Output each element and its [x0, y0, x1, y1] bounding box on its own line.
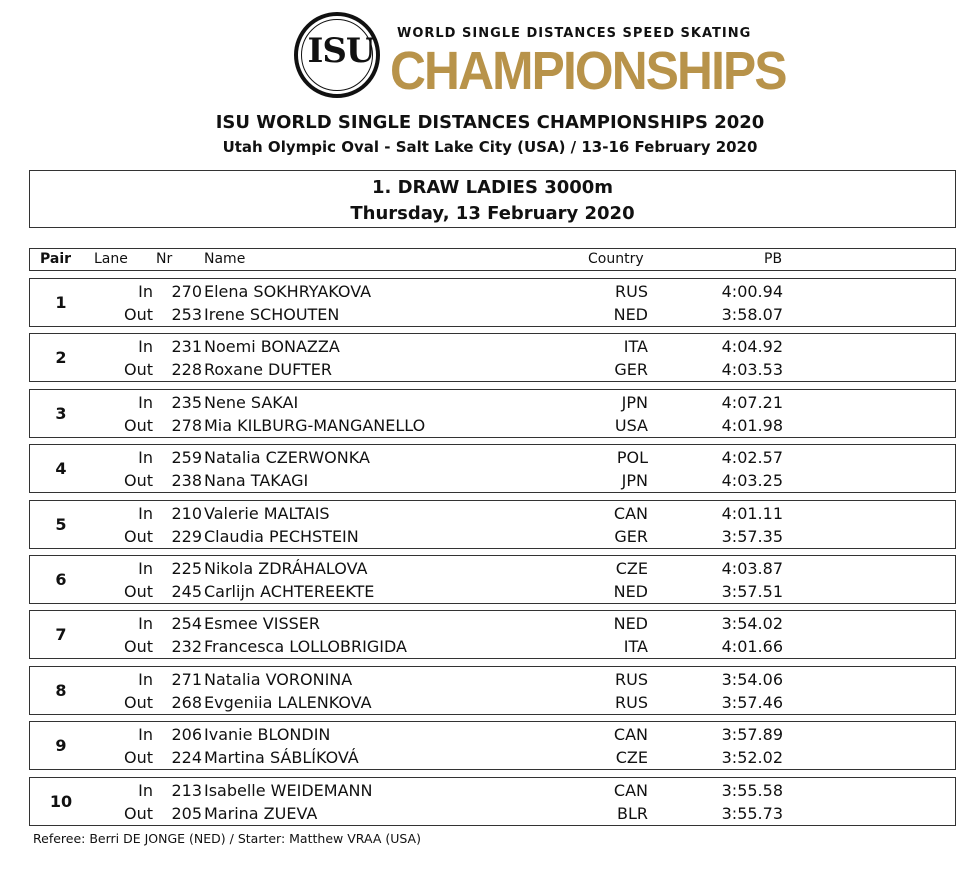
- pair-box: [29, 278, 956, 327]
- number-cell: 235: [171, 393, 202, 412]
- number-cell: 268: [171, 693, 202, 712]
- number-cell: 210: [171, 504, 202, 523]
- col-nr: Nr: [156, 251, 173, 267]
- pair-box: [29, 333, 956, 382]
- number-cell: 270: [171, 282, 202, 301]
- country-cell: RUS: [615, 282, 648, 301]
- number-cell: 271: [171, 670, 202, 689]
- table-row: [30, 636, 955, 658]
- country-cell: JPN: [621, 471, 648, 490]
- table-row: [30, 415, 955, 437]
- country-cell: CZE: [615, 748, 648, 767]
- personal-best: 4:07.21: [721, 393, 783, 412]
- skater-name: Carlijn ACHTEREEKTE: [204, 582, 375, 601]
- lane-cell: In: [138, 282, 153, 301]
- table-row: [30, 724, 955, 746]
- table-row: [30, 803, 955, 825]
- personal-best: 4:01.98: [721, 416, 783, 435]
- country-cell: CAN: [613, 725, 648, 744]
- country-cell: NED: [613, 305, 648, 324]
- lane-cell: Out: [123, 582, 153, 601]
- lane-cell: Out: [123, 471, 153, 490]
- col-country: Country: [588, 251, 644, 267]
- country-cell: CZE: [615, 559, 648, 578]
- pair-box: [29, 389, 956, 438]
- skater-name: Francesca LOLLOBRIGIDA: [204, 637, 407, 656]
- personal-best: 3:57.35: [721, 527, 783, 546]
- table-row: [30, 503, 955, 525]
- personal-best: 4:02.57: [721, 448, 783, 467]
- lane-cell: In: [138, 393, 153, 412]
- table-row: [30, 747, 955, 769]
- logo-subtitle: WORLD SINGLE DISTANCES SPEED SKATING: [397, 26, 752, 41]
- number-cell: 231: [171, 337, 202, 356]
- table-row: [30, 581, 955, 603]
- pair-box: [29, 610, 956, 659]
- skater-name: Evgeniia LALENKOVA: [204, 693, 372, 712]
- skater-name: Isabelle WEIDEMANN: [204, 781, 373, 800]
- lane-cell: Out: [123, 527, 153, 546]
- country-cell: CAN: [613, 504, 648, 523]
- pair-number: 5: [55, 515, 67, 534]
- isu-emblem-text: ISU: [307, 31, 375, 71]
- skater-name: Irene SCHOUTEN: [204, 305, 340, 324]
- skater-name: Nene SAKAI: [204, 393, 299, 412]
- number-cell: 206: [171, 725, 202, 744]
- lane-cell: In: [138, 725, 153, 744]
- pair-box: [29, 500, 956, 549]
- personal-best: 4:03.53: [721, 360, 783, 379]
- lane-cell: In: [138, 614, 153, 633]
- pair-number: 1: [55, 293, 67, 312]
- skater-name: Elena SOKHRYAKOVA: [204, 282, 372, 301]
- country-cell: ITA: [623, 637, 648, 656]
- number-cell: 245: [171, 582, 202, 601]
- number-cell: 224: [171, 748, 202, 767]
- table-row: [30, 336, 955, 358]
- number-cell: 278: [171, 416, 202, 435]
- personal-best: 4:01.66: [721, 637, 783, 656]
- venue-subtitle: Utah Olympic Oval - Salt Lake City (USA) / 13-16 February 2020: [222, 138, 758, 156]
- skater-name: Esmee VISSER: [204, 614, 321, 633]
- pair-box: [29, 777, 956, 826]
- col-pb: PB: [764, 251, 783, 267]
- pair-number: 3: [55, 404, 67, 423]
- personal-best: 3:54.02: [721, 614, 783, 633]
- skater-name: Marina ZUEVA: [204, 804, 318, 823]
- table-row: [30, 669, 955, 691]
- lane-cell: Out: [123, 305, 153, 324]
- country-cell: BLR: [616, 804, 648, 823]
- skater-name: Natalia CZERWONKA: [204, 448, 370, 467]
- lane-cell: Out: [123, 637, 153, 656]
- table-row: [30, 447, 955, 469]
- number-cell: 225: [171, 559, 202, 578]
- skater-name: Ivanie BLONDIN: [204, 725, 331, 744]
- personal-best: 3:55.73: [721, 804, 783, 823]
- number-cell: 228: [171, 360, 202, 379]
- personal-best: 3:54.06: [721, 670, 783, 689]
- table-row: [30, 281, 955, 303]
- skater-name: Martina SÁBLÍKOVÁ: [204, 748, 359, 767]
- personal-best: 4:01.11: [721, 504, 783, 523]
- skater-name: Roxane DUFTER: [204, 360, 332, 379]
- country-cell: CAN: [613, 781, 648, 800]
- col-lane: Lane: [94, 251, 128, 267]
- table-row: [30, 558, 955, 580]
- lane-cell: Out: [123, 748, 153, 767]
- table-row: [30, 392, 955, 414]
- table-header: [29, 248, 956, 271]
- number-cell: 205: [171, 804, 202, 823]
- pair-number: 8: [55, 681, 67, 700]
- logo-wordmark: CHAMPIONSHIPS: [390, 41, 786, 101]
- skater-name: Noemi BONAZZA: [204, 337, 340, 356]
- country-cell: JPN: [621, 393, 648, 412]
- table-row: [30, 780, 955, 802]
- draw-date: Thursday, 13 February 2020: [350, 203, 635, 224]
- lane-cell: In: [138, 781, 153, 800]
- lane-cell: In: [138, 559, 153, 578]
- draw-title: 1. DRAW LADIES 3000m: [371, 177, 614, 198]
- personal-best: 4:03.87: [721, 559, 783, 578]
- pair-box: [29, 666, 956, 715]
- table-row: [30, 304, 955, 326]
- lane-cell: Out: [123, 360, 153, 379]
- skater-name: Nikola ZDRÁHALOVA: [204, 559, 368, 578]
- lane-cell: Out: [123, 416, 153, 435]
- draw-heading-box: [29, 170, 956, 228]
- skater-name: Mia KILBURG-MANGANELLO: [204, 416, 426, 435]
- pair-number: 9: [55, 736, 67, 755]
- table-row: [30, 613, 955, 635]
- country-cell: RUS: [615, 693, 648, 712]
- personal-best: 3:57.89: [721, 725, 783, 744]
- lane-cell: In: [138, 337, 153, 356]
- pair-number: 2: [55, 348, 67, 367]
- pair-number: 7: [55, 625, 67, 644]
- lane-cell: In: [138, 504, 153, 523]
- number-cell: 232: [171, 637, 202, 656]
- skater-name: Natalia VORONINA: [204, 670, 353, 689]
- skater-name: Valerie MALTAIS: [204, 504, 330, 523]
- lane-cell: Out: [123, 693, 153, 712]
- personal-best: 3:58.07: [721, 305, 783, 324]
- number-cell: 253: [171, 305, 202, 324]
- personal-best: 3:57.46: [721, 693, 783, 712]
- col-name: Name: [204, 251, 246, 267]
- skater-name: Nana TAKAGI: [204, 471, 309, 490]
- lane-cell: Out: [123, 804, 153, 823]
- page-title: ISU WORLD SINGLE DISTANCES CHAMPIONSHIPS 2020: [215, 112, 765, 133]
- country-cell: RUS: [615, 670, 648, 689]
- number-cell: 229: [171, 527, 202, 546]
- officials-footer: Referee: Berri DE JONGE (NED) / Starter: Matthew VRAA (USA): [33, 831, 421, 846]
- personal-best: 3:52.02: [721, 748, 783, 767]
- table-row: [30, 692, 955, 714]
- skater-name: Claudia PECHSTEIN: [204, 527, 359, 546]
- country-cell: GER: [614, 527, 648, 546]
- number-cell: 213: [171, 781, 202, 800]
- number-cell: 238: [171, 471, 202, 490]
- personal-best: 4:03.25: [721, 471, 783, 490]
- personal-best: 4:00.94: [721, 282, 783, 301]
- pair-number: 6: [55, 570, 67, 589]
- lane-cell: In: [138, 670, 153, 689]
- number-cell: 254: [171, 614, 202, 633]
- isu-emblem: [294, 12, 380, 98]
- col-pair: Pair: [40, 251, 72, 267]
- personal-best: 3:57.51: [721, 582, 783, 601]
- pair-box: [29, 444, 956, 493]
- country-cell: NED: [613, 614, 648, 633]
- country-cell: GER: [614, 360, 648, 379]
- pair-number: 4: [55, 459, 67, 478]
- pair-number: 10: [49, 792, 73, 811]
- lane-cell: In: [138, 448, 153, 467]
- country-cell: NED: [613, 582, 648, 601]
- table-row: [30, 359, 955, 381]
- number-cell: 259: [171, 448, 202, 467]
- championship-logo: [294, 12, 786, 104]
- table-row: [30, 526, 955, 548]
- pair-box: [29, 721, 956, 770]
- personal-best: 4:04.92: [721, 337, 783, 356]
- country-cell: POL: [616, 448, 648, 467]
- country-cell: USA: [614, 416, 648, 435]
- country-cell: ITA: [623, 337, 648, 356]
- table-row: [30, 470, 955, 492]
- personal-best: 3:55.58: [721, 781, 783, 800]
- pair-box: [29, 555, 956, 604]
